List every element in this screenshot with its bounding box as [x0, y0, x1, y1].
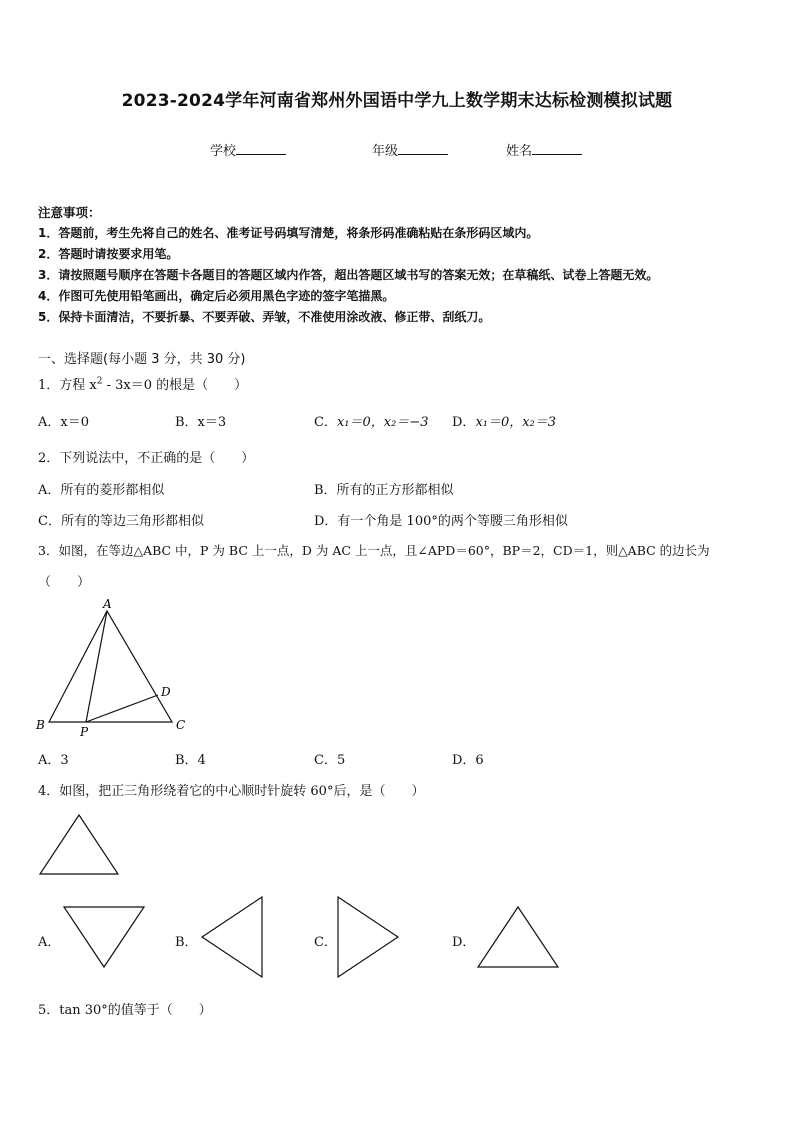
q1-stem-part: 1．方程 x: [38, 378, 97, 393]
q1-option-d-text: x₁＝0，x₂＝3: [475, 415, 557, 430]
name-blank[interactable]: [532, 142, 582, 155]
label-b: B: [36, 718, 45, 732]
section-title: 一、选择题(每小题 3 分，共 30 分): [38, 352, 246, 367]
question-3-stem-cont: （ ）: [38, 575, 91, 590]
school-blank[interactable]: [236, 142, 286, 155]
page-title: 2023-2024学年河南省郑州外国语中学九上数学期末达标检测模拟试题: [121, 91, 673, 111]
name-field: [506, 140, 582, 159]
q4-option-d-figure[interactable]: [474, 903, 562, 971]
q3-option-a[interactable]: A．3: [38, 753, 69, 768]
q4-option-b[interactable]: B．: [175, 935, 198, 950]
label-p: P: [80, 725, 89, 739]
triangle-abc-figure: [30, 595, 200, 740]
grade-field: [372, 140, 448, 159]
q1-stem-part: - 3x＝0 的根是（ ）: [102, 378, 248, 393]
q3-option-d[interactable]: D．6: [452, 753, 484, 768]
segment-ap: [86, 611, 107, 722]
q3-option-c[interactable]: C．5: [314, 753, 346, 768]
q1-option-d-label: D．: [452, 415, 476, 430]
q4-option-a-figure[interactable]: [60, 903, 148, 971]
grade-label: 年级: [372, 144, 399, 159]
q1-option-c-text: x₁＝0，x₂＝−3: [336, 415, 429, 430]
q4-option-c[interactable]: C．: [314, 935, 337, 950]
triangle-abc: [49, 611, 172, 722]
school-label: 学校: [210, 144, 237, 159]
q4-option-a[interactable]: A．: [38, 935, 61, 950]
segment-pd: [86, 695, 158, 722]
grade-blank[interactable]: [398, 142, 448, 155]
question-3-stem: 3．如图，在等边△ABC 中，P 为 BC 上一点，D 为 AC 上一点，且∠APD＝60°，BP＝2，CD＝1，则△ABC 的边长为: [38, 543, 710, 558]
question-5-stem: 5．tan 30°的值等于（ ）: [38, 1003, 212, 1018]
question-2-stem: 2．下列说法中，不正确的是（ ）: [38, 451, 255, 466]
q1-option-c-label: C．: [314, 415, 337, 430]
q2-option-d[interactable]: D．有一个角是 100°的两个等腰三角形相似: [314, 514, 568, 529]
q2-option-a[interactable]: A．所有的菱形都相似: [38, 483, 165, 498]
note-item: 5．保持卡面清洁，不要折暴、不要弄破、弄皱，不准使用涂改液、修正带、刮纸刀。: [38, 310, 491, 324]
q1-option-d[interactable]: [452, 411, 556, 430]
school-field: [210, 140, 286, 159]
question-4-stem: 4．如图，把正三角形绕着它的中心顺时针旋转 60°后，是（ ）: [38, 784, 425, 799]
question-1-stem: [38, 374, 247, 393]
label-d: D: [161, 685, 171, 699]
q1-option-a[interactable]: A．x＝0: [38, 415, 89, 430]
label-a: A: [103, 597, 112, 611]
q4-option-d[interactable]: D．: [452, 935, 476, 950]
name-label: 姓名: [506, 144, 533, 159]
note-item: 2．答题时请按要求用笔。: [38, 247, 179, 261]
notes-heading: 注意事项：: [38, 205, 101, 220]
note-item: 4．作图可先使用铅笔画出，确定后必须用黑色字迹的签字笔描黑。: [38, 289, 395, 303]
q3-option-b[interactable]: B．4: [175, 753, 206, 768]
original-triangle: [36, 812, 124, 878]
q1-exponent: 2: [96, 376, 103, 387]
label-c: C: [176, 718, 186, 732]
q1-option-c[interactable]: [314, 411, 428, 430]
q2-option-b[interactable]: B．所有的正方形都相似: [314, 483, 454, 498]
q4-option-b-figure[interactable]: [198, 893, 268, 981]
note-item: 1．答题前，考生先将自己的姓名、准考证号码填写清楚，将条形码准确粘贴在条形码区域内。: [38, 226, 539, 240]
q4-option-c-figure[interactable]: [334, 893, 404, 981]
note-item: 3．请按照题号顺序在答题卡各题目的答题区域内作答，超出答题区域书写的答案无效；在草稿纸、试卷上答题无效。: [38, 268, 659, 282]
q1-option-b[interactable]: B．x＝3: [175, 415, 227, 430]
q2-option-c[interactable]: C．所有的等边三角形都相似: [38, 514, 204, 529]
